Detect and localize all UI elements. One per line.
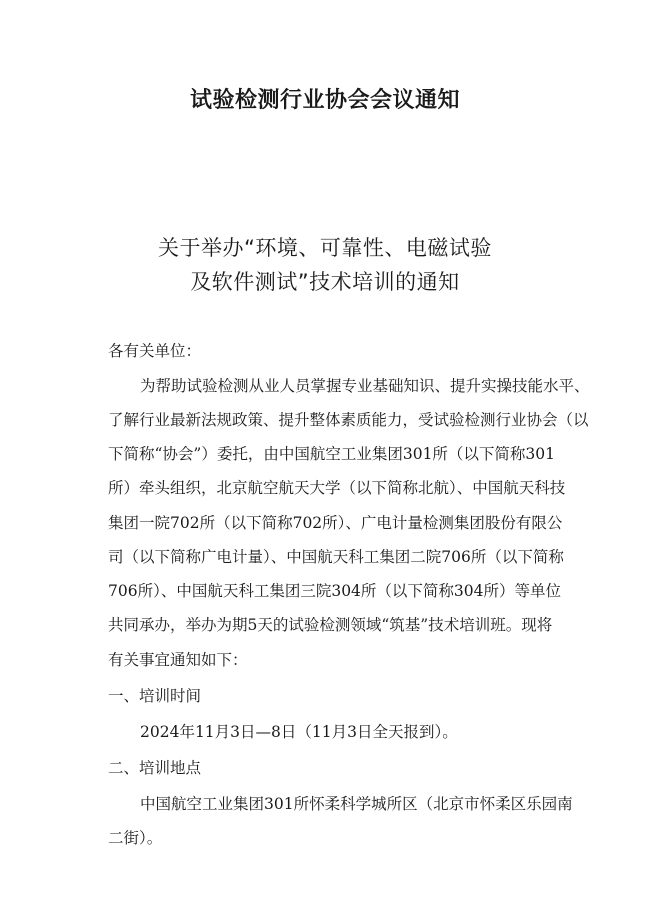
header-title: 试验检测行业协会会议通知 (189, 88, 460, 113)
notice-title-line-2: 及软件测试”技术培训的通知 (190, 270, 460, 294)
body-line-7: 706所）、中国航天科工集团三院304所（以下简称304所）等单位 (108, 582, 562, 600)
body-line-5: 集团一院702所（以下简称702所）、广电计量检测集团股份有限公 (108, 514, 563, 532)
body-line-8: 共同承办，举办为期5天的试验检测领域“筑基”技术培训班。现将 (108, 616, 553, 634)
section-1-text: 2024年11月3日—8日（11月3日全天报到）。 (140, 723, 458, 741)
body-line-3: 下简称“协会”）委托，由中国航空工业集团301所（以下简称301 (108, 445, 556, 463)
section-2-text-line-2: 二街）。 (108, 829, 163, 847)
section-1-heading: 一、培训时间 (108, 687, 202, 705)
body-line-2: 了解行业最新法规政策、提升整体素质能力，受试验检测行业协会（以 (108, 411, 589, 429)
body-line-1: 为帮助试验检测从业人员掌握专业基础知识、提升实操技能水平、 (140, 377, 590, 395)
notice-title-line-1: 关于举办“环境、可靠性、电磁试验 (158, 236, 492, 260)
body-line-4: 所）牵头组织，北京航空航天大学（以下简称北航）、中国航天科技 (108, 479, 566, 497)
body-line-6: 司（以下简称广电计量）、中国航天科工集团二院706所（以下简称 (108, 548, 564, 566)
body-line-9: 有关事宜通知如下： (108, 651, 248, 669)
section-2-heading: 二、培训地点 (108, 759, 202, 777)
salutation: 各有关单位： (108, 342, 202, 360)
section-2-text-line-1: 中国航空工业集团301所怀柔科学城所区（北京市怀柔区乐园南 (140, 795, 573, 813)
